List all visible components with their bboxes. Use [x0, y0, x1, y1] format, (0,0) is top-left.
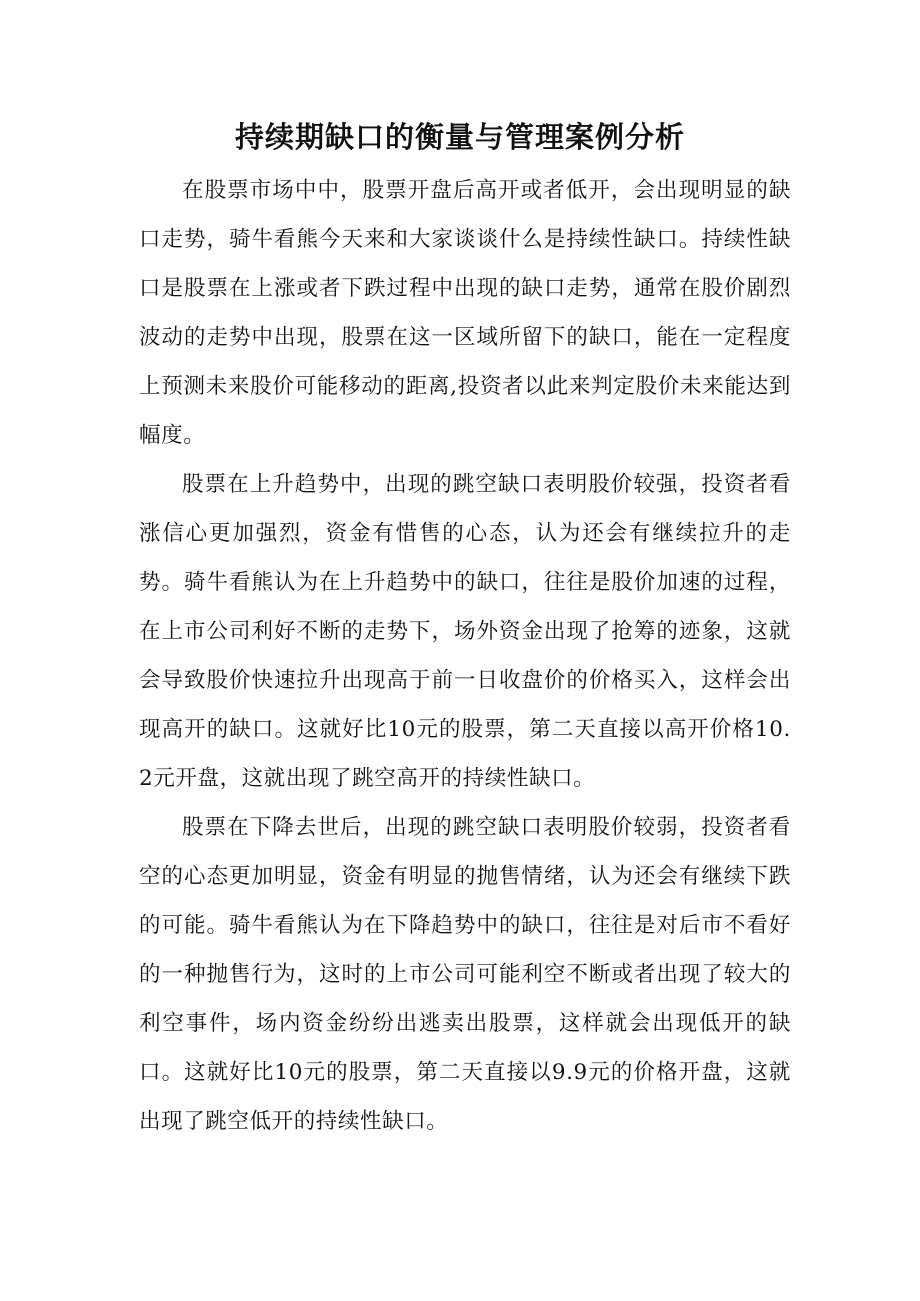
paragraph-2: 股票在上升趋势中，出现的跳空缺口表明股价较强，投资者看涨信心更加强烈，资金有惜售的心态，认为还会有继续拉升的走势。骑牛看熊认为在上升趋势中的缺口，往往是股价加速的过程，在上市公司利好不断的走势下，场外资金出现了抢筹的迹象，这就会导致股价快速拉升出现高于前一日收盘价的价格买入，这样会出现高开的缺口。这就好比10元的股票，第二天直接以高开价格10.2元开盘，这就出现了跳空高开的持续性缺口。 — [139, 472, 791, 791]
paragraph-3: 股票在下降去世后，出现的跳空缺口表明股价较弱，投资者看空的心态更加明显，资金有明显的抛售情绪，认为还会有继续下跌的可能。骑牛看熊认为在下降趋势中的缺口，往往是对后市不看好的一种抛售行为，这时的上市公司可能利空不断或者出现了较大的利空事件，场内资金纷纷出逃卖出股票，这样就会出现低开的缺口。这就好比10元的股票，第二天直接以9.9元的价格开盘，这就出现了跳空低开的持续性缺口。 — [139, 815, 791, 1134]
document-title: 持续期缺口的衡量与管理案例分析 — [234, 120, 685, 154]
paragraph-1: 在股票市场中中，股票开盘后高开或者低开，会出现明显的缺口走势，骑牛看熊今天来和大家谈谈什么是持续性缺口。持续性缺口是股票在上涨或者下跌过程中出现的缺口走势，通常在股价剧烈波动的走势中出现，股票在这一区域所留下的缺口，能在一定程度上预测未来股价可能移动的距离,投资者以此来判定股价未来能达到幅度。 — [139, 178, 791, 448]
document-body — [139, 166, 791, 1146]
